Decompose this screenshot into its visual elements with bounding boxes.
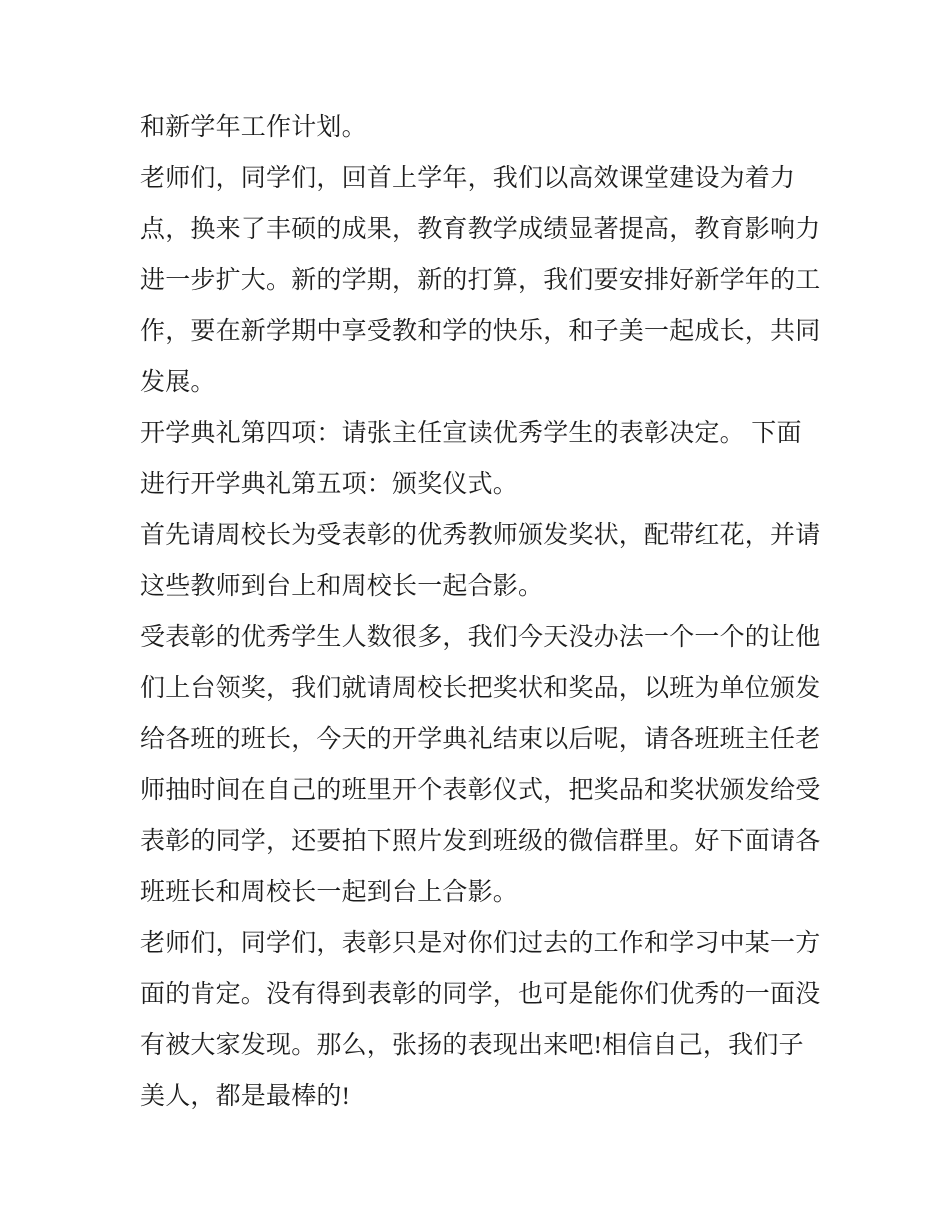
- text-line: 有被大家发现。那么，张扬的表现出来吧!相信自己，我们子: [140, 1032, 804, 1059]
- text-line: 们上台领奖，我们就请周校长把奖状和奖品，以班为单位颁发: [140, 675, 821, 702]
- text-line: 老师们，同学们，表彰只是对你们过去的工作和学习中某一方: [140, 930, 821, 957]
- text-line: 班班长和周校长一起到台上合影。: [140, 879, 519, 906]
- text-line: 美人，都是最棒的!: [140, 1083, 351, 1110]
- text-line: 和新学年工作计划。: [140, 114, 367, 141]
- text-line: 进一步扩大。新的学期，新的打算，我们要安排好新学年的工: [140, 267, 821, 294]
- text-line: 面的肯定。没有得到表彰的同学，也可是能你们优秀的一面没: [140, 981, 821, 1008]
- text-line: 首先请周校长为受表彰的优秀教师颁发奖状，配带红花，并请: [140, 522, 821, 549]
- text-line: 点，换来了丰硕的成果，教育教学成绩显著提高，教育影响力: [140, 216, 821, 243]
- text-line: 表彰的同学，还要拍下照片发到班级的微信群里。好下面请各: [140, 828, 821, 855]
- text-line: 开学典礼第四项：请张主任宣读优秀学生的表彰决定。 下面: [140, 420, 802, 447]
- document-body-text: [140, 102, 830, 1122]
- text-line: 受表彰的优秀学生人数很多，我们今天没办法一个一个的让他: [140, 624, 821, 651]
- text-line: 给各班的班长，今天的开学典礼结束以后呢，请各班班主任老: [140, 726, 821, 753]
- text-line: 进行开学典礼第五项：颁奖仪式。: [140, 471, 519, 498]
- text-line: 师抽时间在自己的班里开个表彰仪式，把奖品和奖状颁发给受: [140, 777, 821, 804]
- text-line: 这些教师到台上和周校长一起合影。: [140, 573, 544, 600]
- text-line: 发展。: [140, 369, 216, 396]
- text-line: 作，要在新学期中享受教和学的快乐，和子美一起成长，共同: [140, 318, 821, 345]
- text-line: 老师们，同学们，回首上学年，我们以高效课堂建设为着力: [140, 165, 796, 192]
